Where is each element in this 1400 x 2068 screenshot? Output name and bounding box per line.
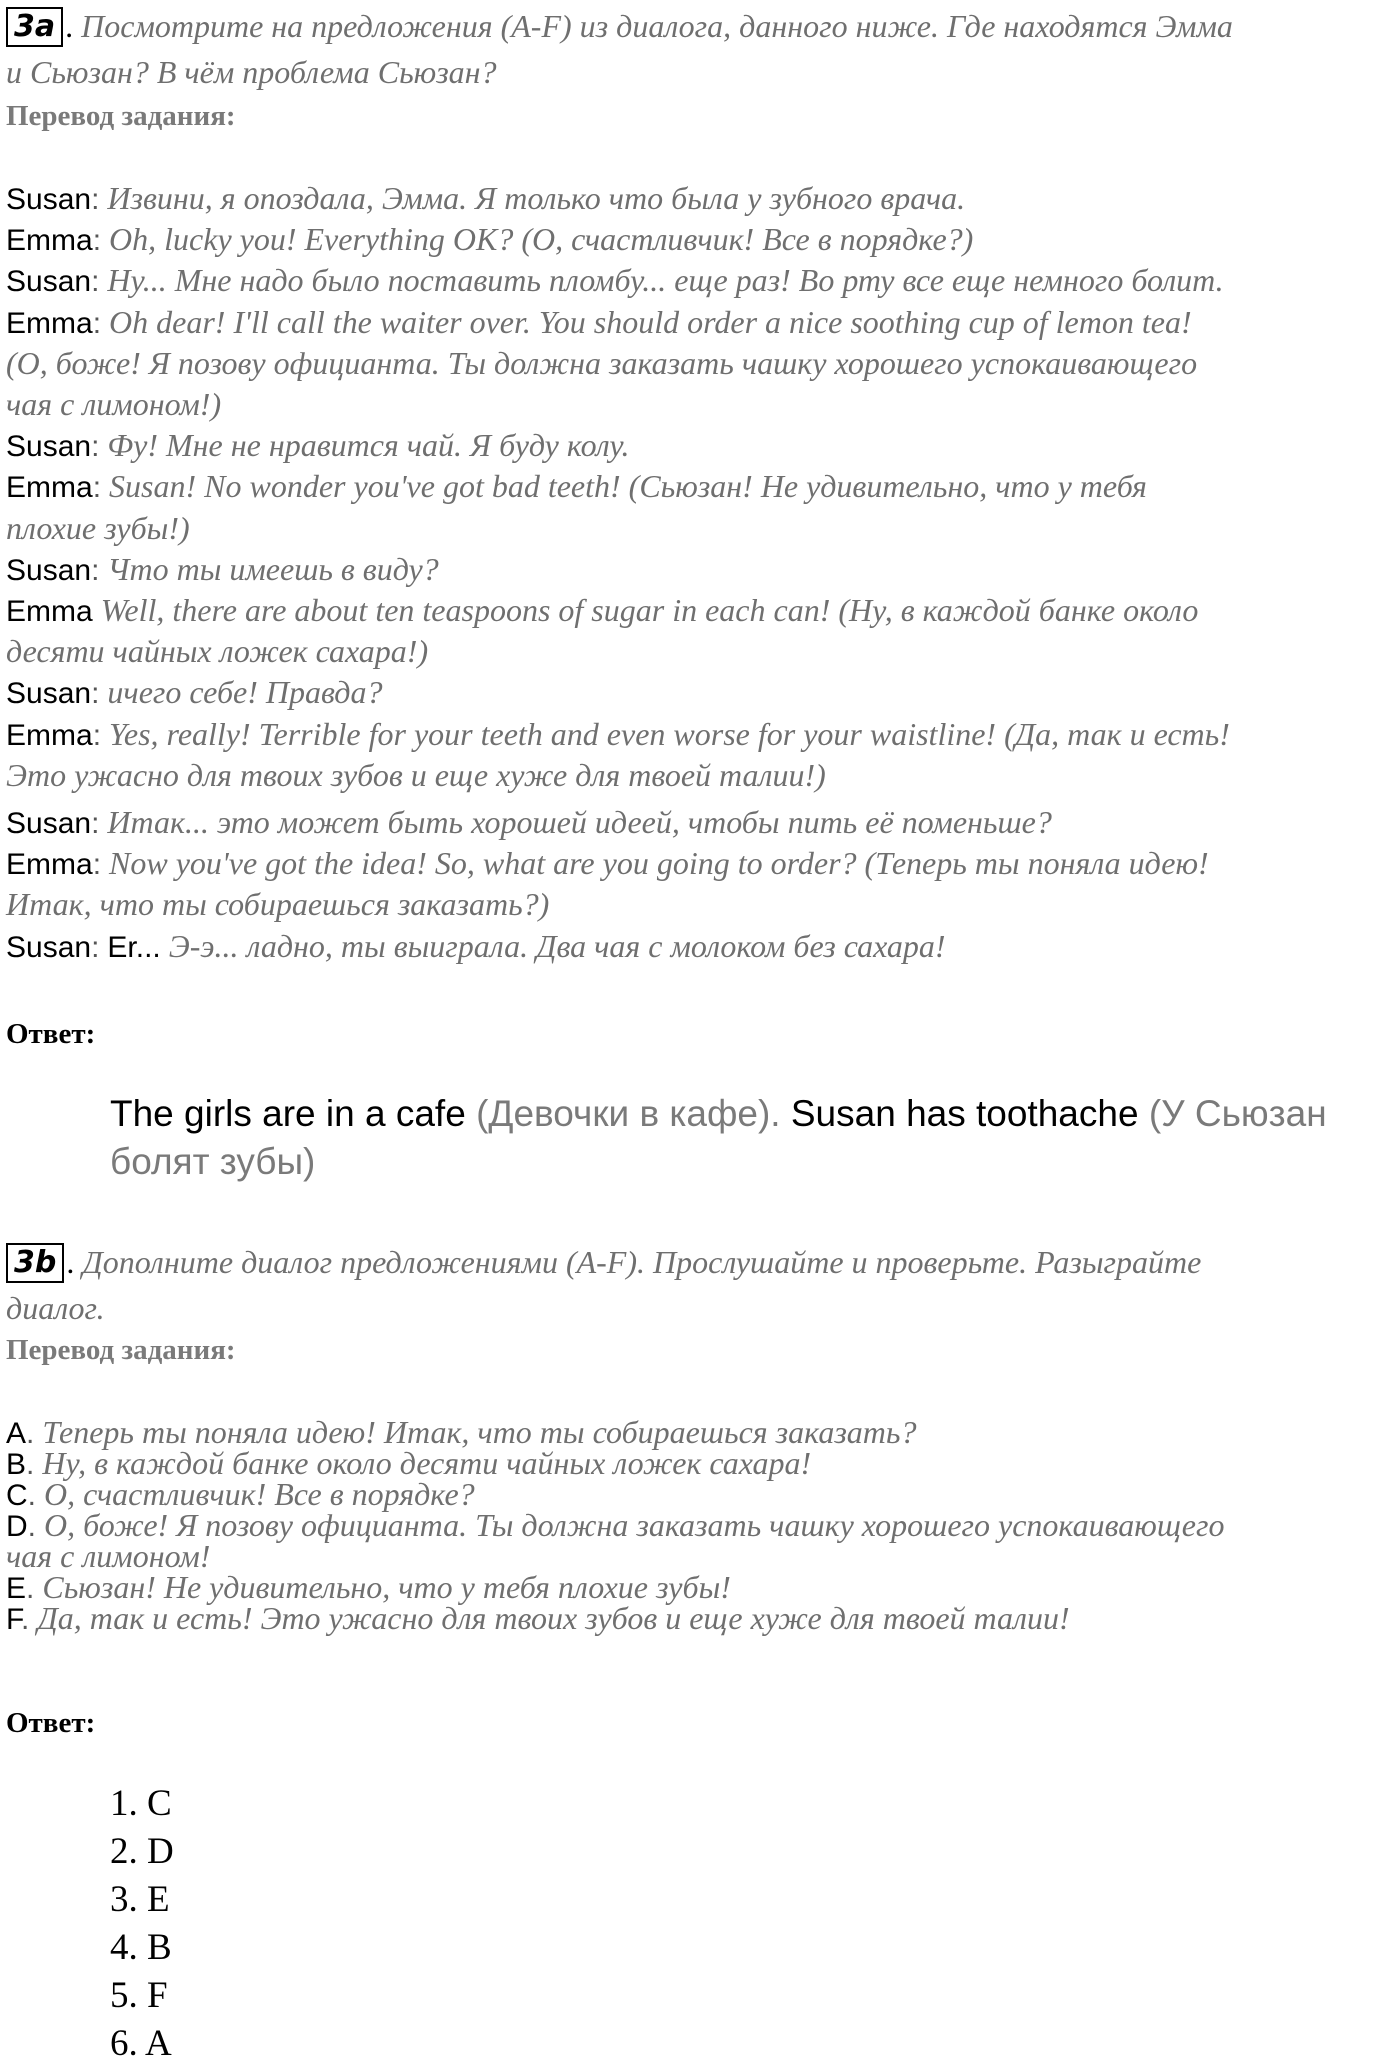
task-3a-answer: [110, 1090, 1380, 1186]
dialogue-separator: :: [92, 224, 102, 258]
answer-item: 5. F: [110, 1975, 168, 2016]
dialogue-text: Э-э... ладно, ты выиграла. Два чая с молоком без сахара!: [168, 927, 946, 964]
dialogue-speaker: Emma: [6, 848, 93, 882]
dialogue-separator: :: [91, 430, 100, 464]
dialogue-line: [6, 843, 1209, 885]
dialogue-line: [6, 590, 1198, 632]
option-line: F. Да, так и есть! Это ужасно для твоих зубов и еще хуже для твоей талии!: [6, 1600, 1070, 1636]
dialogue-separator: :: [91, 183, 100, 216]
dialogue-line: [6, 384, 221, 425]
task-3b-badge: 3b: [6, 1243, 64, 1283]
dialogue-line: [6, 508, 190, 549]
answer-location: The girls are in a cafe: [110, 1093, 466, 1134]
dialogue-separator: :: [92, 306, 102, 340]
option-letter: E: [6, 1572, 27, 1605]
dialogue-speaker: Susan: [6, 677, 92, 711]
task-3a-answer-heading: Ответ:: [6, 1018, 96, 1050]
answer-item: 2. D: [110, 1831, 174, 1872]
dialogue-separator: :: [92, 471, 102, 505]
dialogue-speaker: Susan: [6, 553, 92, 587]
dialogue-line: [6, 714, 1230, 756]
dialogue-speaker: Susan: [6, 430, 92, 464]
dialogue-speaker: Emma: [6, 471, 93, 505]
answer-problem-translation-cont: болят зубы): [110, 1141, 316, 1182]
dialogue-speaker: Emma: [6, 595, 93, 628]
answer-problem: Susan has toothache: [790, 1093, 1139, 1134]
option-text: Сьюзан! Не удивительно, что у тебя плохие зубы!: [42, 1569, 731, 1605]
option-line: C. О, счастливчик! Все в порядке?: [6, 1476, 475, 1512]
dialogue-separator: :: [91, 265, 100, 299]
dialogue-text: десяти чайных ложек сахара!): [6, 633, 429, 670]
option-text: Да, так и есть! Это ужасно для твоих зубов и еще хуже для твоей талии!: [37, 1600, 1070, 1636]
dialogue-text: Oh dear! I'll call the waiter over. You should order a nice soothing cup of lemon tea!: [109, 303, 1192, 340]
dialogue-line: [6, 755, 826, 796]
task-3b-answer-list: [110, 1780, 174, 2068]
option-text: О, счастливчик! Все в порядке?: [44, 1476, 475, 1512]
option-letter: F: [6, 1603, 21, 1636]
option-text: Ну, в каждой банке около десяти чайных ложек сахара!: [42, 1445, 812, 1481]
dialogue-line: [6, 343, 1197, 384]
option-line: A. Теперь ты поняла идею! Итак, что ты собираешься заказать?: [6, 1414, 917, 1450]
dialogue-line: [6, 178, 965, 220]
dialogue-line: [6, 884, 549, 925]
dialogue-text: чая с лимоном!): [6, 386, 222, 422]
option-letter: C: [6, 1479, 28, 1512]
dialogue-separator: :: [91, 553, 100, 587]
option-text: О, боже! Я позову официанта. Ты должна заказать чашку хорошего успокаивающего: [44, 1507, 1225, 1543]
task-3a-translation-heading: Перевод задания:: [6, 100, 236, 132]
option-line: D. О, боже! Я позову официанта. Ты должна заказать чашку хорошего успокаивающего: [6, 1507, 1225, 1543]
dialogue-speaker: Emma: [6, 224, 93, 258]
option-letter: B: [6, 1448, 27, 1481]
option-letter: D: [6, 1510, 28, 1543]
dialogue-text: Yes, really! Terrible for your teeth and even worse for your waistline! (Да, так и есть!: [109, 715, 1230, 752]
task-3a-instruction: 3a . Посмотрите на предложения (A-F) из диалога, данного ниже. Где находятся Эмма: [6, 4, 1233, 48]
answer-item: 3. E: [110, 1879, 170, 1920]
option-text: чая с лимоном!: [6, 1538, 211, 1574]
dialogue-text: Итак, что ты собираешься заказать?): [6, 886, 550, 923]
dialogue-line: [6, 926, 946, 968]
task-3b-instruction: 3b . Дополните диалог предложениями (A-F). Прослушайте и проверьте. Разыграйте: [6, 1240, 1201, 1284]
dialogue-speaker: Susan: [6, 807, 92, 840]
dialogue-speaker: Emma: [6, 306, 93, 340]
task-3b-translation-heading: Перевод задания:: [6, 1334, 236, 1366]
dialogue-speaker: Susan: [6, 183, 92, 216]
dialogue-separator: :: [91, 807, 100, 840]
dialogue-line: [6, 425, 630, 467]
dialogue-line: [6, 302, 1192, 344]
dialogue-line: [6, 219, 973, 261]
dialogue-line: [6, 549, 439, 591]
dialogue-text: Фу! Мне не нравится чай. Я буду колу.: [107, 427, 630, 464]
dialogue-text: Oh, lucky you! Everything OK? (O, счастливчик! Все в порядке?): [109, 221, 974, 258]
dialogue-text: ичего себе! Правда?: [107, 674, 383, 711]
dialogue-separator: :: [92, 848, 102, 882]
dialogue-separator: :: [91, 930, 100, 964]
answer-item: 4. B: [110, 1927, 172, 1968]
dialogue-speaker: Susan: [6, 265, 92, 299]
dialogue-line: [6, 802, 1052, 844]
dialogue-text: Ну... Мне надо было поставить пломбу... еще раз! Во рту все еще немного болит.: [107, 262, 1224, 299]
dialogue-text: Susan! No wonder you've got bad teeth! (Сьюзан! Не удивительно, что у тебя: [109, 468, 1147, 505]
answer-location-translation: (Девочки в кафе).: [476, 1093, 781, 1134]
task-3a-badge: 3a: [6, 7, 63, 47]
option-line: E. Сьюзан! Не удивительно, что у тебя плохие зубы!: [6, 1569, 731, 1605]
dialogue-text: Что ты имеешь в виду?: [107, 550, 439, 587]
answer-item: 1. C: [110, 1783, 172, 1824]
task-3b-answer-heading: Ответ:: [6, 1707, 96, 1739]
option-line: B. Ну, в каждой банке около десяти чайных ложек сахара!: [6, 1445, 812, 1481]
dialogue-line: [6, 672, 382, 714]
dialogue-text: Итак... это может быть хорошей идеей, чтобы пить её поменьше?: [107, 804, 1052, 840]
task-3b-instruction-line2: диалог.: [6, 1290, 105, 1326]
dialogue-text: плохие зубы!): [6, 509, 190, 546]
dialogue-text: (О, боже! Я позову официанта. Ты должна заказать чашку хорошего успокаивающего: [6, 344, 1198, 381]
dialogue-text: Now you've got the idea! So, what are you going to order? (Теперь ты поняла идею!: [109, 845, 1209, 882]
dialogue-separator: :: [91, 677, 100, 711]
option-text: Теперь ты поняла идею! Итак, что ты собираешься заказать?: [42, 1414, 917, 1450]
dialogue-line: [6, 466, 1147, 508]
dialogue-line: [6, 260, 1224, 302]
dialogue-speaker: Emma: [6, 718, 93, 752]
dialogue-separator: :: [92, 718, 102, 752]
dialogue-text: Извини, я опоздала, Эмма. Я только что была у зубного врача.: [107, 180, 966, 216]
dialogue-line: [6, 631, 428, 672]
task-3b-instruction-line1: Дополните диалог предложениями (A-F). Прослушайте и проверьте. Разыграйте: [82, 1244, 1202, 1280]
answer-problem-translation: (У Сьюзан: [1148, 1093, 1327, 1134]
dialogue-speaker: Susan: [6, 930, 92, 964]
dialogue-prefix: Er...: [107, 930, 161, 964]
task-3a-instruction-line2: и Сьюзан? В чём проблема Сьюзан?: [6, 54, 497, 90]
answer-item: 6. A: [110, 2023, 172, 2064]
task-3a-instruction-line1: Посмотрите на предложения (A-F) из диалога, данного ниже. Где находятся Эмма: [81, 8, 1233, 44]
dialogue-text: Это ужасно для твоих зубов и еще хуже для твоей талии!): [6, 756, 826, 793]
option-letter: A: [6, 1417, 27, 1450]
dialogue-text: Well, there are about ten teaspoons of sugar in each can! (Ну, в каждой банке около: [100, 592, 1199, 628]
